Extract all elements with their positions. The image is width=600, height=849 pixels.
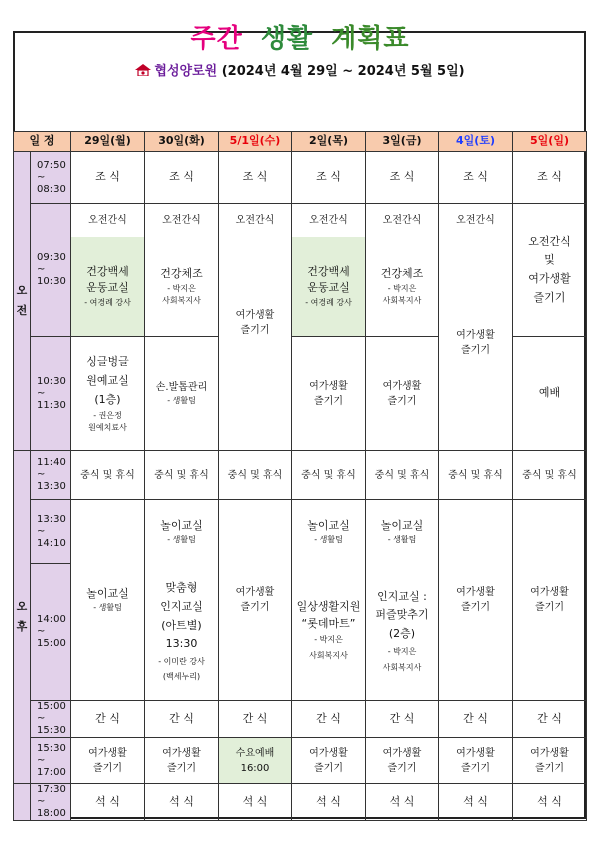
program-title: 건강백세 운동교실: [86, 264, 129, 295]
cell-snack: 간 식: [219, 701, 292, 738]
day-mon: 29일(월): [71, 132, 145, 152]
title-part-weekly: 주간: [190, 24, 243, 54]
cell-breakfast: 조 식: [145, 152, 219, 204]
section-pm: 오 후: [14, 451, 31, 784]
cell-cog-puzzle: [366, 564, 439, 701]
cell-lunch: 중식 및 휴식: [219, 451, 292, 500]
cell-lunch: 중식 및 휴식: [366, 451, 439, 500]
cell-dinner: 석 식: [439, 784, 513, 821]
program-staff: - 박지은 사회복지사: [162, 283, 201, 305]
table-row: [14, 237, 587, 337]
cell-wed-worship: 수요예배 16:00: [219, 738, 292, 784]
cell-custom-cog: [145, 564, 219, 701]
cell-play-class: [366, 500, 439, 564]
time-slot: 11:40 ~ 13:30: [31, 451, 71, 500]
program-title: 손.발톱관리: [155, 382, 208, 393]
cell-dinner: 석 식: [219, 784, 292, 821]
cell-snack: 간 식: [145, 701, 219, 738]
house-logo-icon: [135, 64, 151, 76]
cell-play-class: [145, 500, 219, 564]
cell-breakfast: 조 식: [71, 152, 145, 204]
program-staff: - 생활팀: [167, 535, 196, 544]
cell-dinner: 석 식: [513, 784, 587, 821]
day-tue: 30일(화): [145, 132, 219, 152]
cell-leisure: 여가생활 즐기기: [219, 237, 292, 451]
cell-breakfast: 조 식: [366, 152, 439, 204]
header-label: 일 정: [14, 132, 71, 152]
day-sat: 4일(토): [439, 132, 513, 152]
cell-snack: 간 식: [439, 701, 513, 738]
period-text: (2024년 4월 29일 ~ 2024년 5월 5일): [221, 64, 465, 79]
program-title: 놀이교실: [307, 518, 350, 532]
program-title: 일상생활지원 “롯데마트”: [296, 600, 361, 630]
cell-hand-foot: [145, 337, 219, 451]
cell-play-class: [71, 500, 145, 701]
cell-morning-snack: 오전간식: [366, 204, 439, 237]
cell-breakfast: 조 식: [292, 152, 366, 204]
program-title: 건강체조: [380, 267, 424, 280]
cell-snack: 간 식: [366, 701, 439, 738]
table-row: [14, 701, 587, 738]
cell-leisure: 여가생활 즐기기: [513, 738, 587, 784]
cell-morning-snack: 오전간식: [145, 204, 219, 237]
program-title: 놀이교실: [380, 518, 424, 532]
program-staff: - 권은정 원예치료사: [88, 410, 127, 432]
cell-morning-snack: 오전간식: [71, 204, 145, 237]
day-wed: 5/1일(수): [219, 132, 292, 152]
cell-lunch: 중식 및 휴식: [71, 451, 145, 500]
cell-breakfast: 조 식: [513, 152, 587, 204]
cell-snack: 간 식: [292, 701, 366, 738]
program-staff: - 생활팀: [314, 535, 343, 544]
time-slot: 15:30 ~ 17:00: [31, 738, 71, 784]
program-staff: - 생활팀: [93, 603, 122, 613]
cell-dinner: 석 식: [366, 784, 439, 821]
org-name: 협성양로원: [154, 64, 218, 79]
time-slot: 14:00 ~ 15:00: [31, 564, 71, 701]
header-row: [14, 132, 587, 152]
cell-leisure: 여가생활 즐기기: [71, 738, 145, 784]
cell-breakfast: 조 식: [219, 152, 292, 204]
cell-lunch: 중식 및 휴식: [145, 451, 219, 500]
cell-leisure: 여가생활 즐기기: [292, 337, 366, 451]
program-title: 건강체조: [160, 267, 203, 280]
program-title: 건강백세 운동교실: [307, 264, 350, 295]
program-staff: - 생활팀: [387, 535, 417, 544]
cell-leisure: 여가생활 즐기기: [439, 500, 513, 701]
cell-leisure: 여가생활 즐기기: [439, 738, 513, 784]
program-staff: - 박지은 사회복지사: [382, 646, 422, 672]
cell-breakfast: 조 식: [439, 152, 513, 204]
program-title: 놀이교실: [86, 586, 129, 600]
table-row: [14, 500, 587, 564]
title-part-life: 생활: [260, 24, 314, 54]
cell-leisure: 여가생활 즐기기: [366, 337, 439, 451]
cell-leisure: 여가생활 즐기기: [292, 738, 366, 784]
time-slot: 09:30 ~ 10:30: [31, 204, 71, 337]
program-staff: - 여경례 강사: [305, 297, 352, 307]
title-part-plan: 계획표: [331, 24, 410, 54]
cell-lunch: 중식 및 휴식: [513, 451, 587, 500]
schedule-table: [13, 131, 587, 821]
cell-dinner: 석 식: [71, 784, 145, 821]
time-slot: 17:30 ~ 18:00: [31, 784, 71, 821]
program-staff: - 박지은 사회복지사: [382, 283, 422, 305]
cell-health-exercise: [145, 237, 219, 337]
cell-play-class: [292, 500, 366, 564]
table-row: [14, 784, 587, 821]
program-staff: - 이미란 강사 (백세누리): [158, 656, 205, 682]
program-title: 인지교실 : 퍼즐맞추기 (2층): [375, 589, 429, 641]
page-subtitle: [0, 60, 600, 79]
program-title: 맞춤형 인지교실 (아트별) 13:30: [160, 581, 203, 651]
table-row: [14, 451, 587, 500]
time-slot: 13:30 ~ 14:10: [31, 500, 71, 564]
cell-leisure: 여가생활 즐기기: [145, 738, 219, 784]
cell-lunch: 중식 및 휴식: [292, 451, 366, 500]
program-staff: - 박지은 사회복지사: [309, 635, 348, 661]
cell-morning-snack: 오전간식: [292, 204, 366, 237]
cell-daily-support: [292, 564, 366, 701]
cell-health-class: [292, 237, 366, 337]
table-row: [14, 152, 587, 204]
cell-snack: 간 식: [71, 701, 145, 738]
cell-dinner: 석 식: [145, 784, 219, 821]
time-slot: 10:30 ~ 11:30: [31, 337, 71, 451]
day-sun: 5일(일): [513, 132, 587, 152]
cell-sun-morning: 오전간식 및 여가생활 즐기기: [513, 204, 587, 337]
program-title: 싱글벙글 원예교실 (1층): [86, 355, 129, 406]
page-title: [0, 18, 600, 55]
program-staff: - 여경례 강사: [84, 297, 131, 307]
cell-morning-snack: 오전간식: [439, 204, 513, 237]
program-staff: - 생활팀: [167, 396, 196, 405]
cell-lunch: 중식 및 휴식: [439, 451, 513, 500]
time-slot: 15:00 ~ 15:30: [31, 701, 71, 738]
cell-garden-class: [71, 337, 145, 451]
cell-worship: 예배: [513, 337, 587, 451]
cell-health-exercise: [366, 237, 439, 337]
time-slot: 07:50 ~ 08:30: [31, 152, 71, 204]
table-row: [14, 738, 587, 784]
section-blank: [14, 784, 31, 821]
cell-morning-snack: 오전간식: [219, 204, 292, 237]
cell-leisure: 여가생활 즐기기: [366, 738, 439, 784]
table-row: [14, 204, 587, 237]
cell-leisure: 여가생활 즐기기: [513, 500, 587, 701]
cell-leisure: 여가생활 즐기기: [439, 237, 513, 451]
cell-health-class: [71, 237, 145, 337]
section-am: 오 전: [14, 152, 31, 451]
cell-dinner: 석 식: [292, 784, 366, 821]
day-fri: 3일(금): [366, 132, 439, 152]
program-title: 놀이교실: [160, 518, 203, 532]
cell-leisure: 여가생활 즐기기: [219, 500, 292, 701]
day-thu: 2일(목): [292, 132, 366, 152]
cell-snack: 간 식: [513, 701, 587, 738]
